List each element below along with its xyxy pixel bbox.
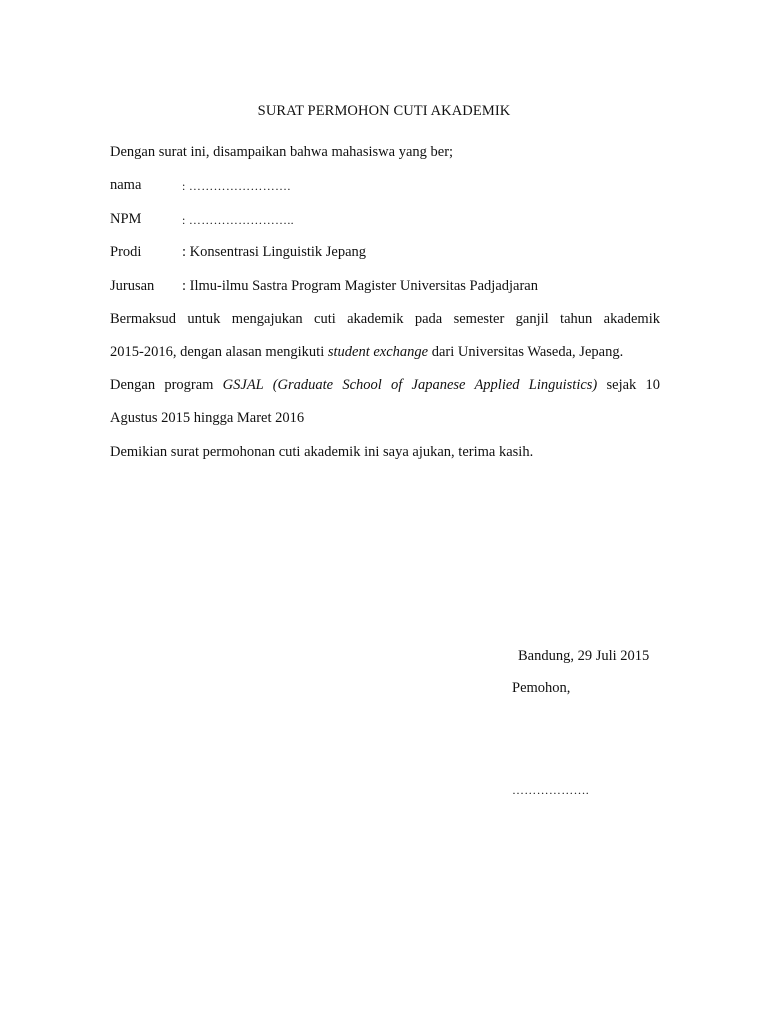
- paragraph-line-2-end: dari Universitas Waseda, Jepang.: [428, 344, 624, 360]
- applicant-label: Pemohon,: [512, 680, 571, 696]
- field-label-jurusan: Jurusan: [110, 278, 155, 294]
- field-value-nama: : …………………….: [182, 179, 291, 193]
- paragraph-line-2-start: 2015-2016, dengan alasan mengikuti: [110, 344, 328, 360]
- field-value-prodi: : Konsentrasi Linguistik Jepang: [182, 244, 367, 260]
- paragraph-line-1: Bermaksud untuk mengajukan cuti akademik pada semester ganjil tahun akademik: [110, 311, 660, 327]
- paragraph-line-4: Agustus 2015 hingga Maret 2016: [110, 410, 305, 426]
- paragraph-line-3-start: Dengan program: [110, 377, 223, 393]
- paragraph-line-3: [110, 377, 660, 394]
- field-value-jurusan: : Ilmu-ilmu Sastra Program Magister Universitas Padjadjaran: [182, 278, 538, 294]
- field-label-prodi: Prodi: [110, 244, 142, 260]
- place-date: Bandung, 29 Juli 2015: [518, 648, 650, 664]
- closing-text: Demikian surat permohonan cuti akademik ini saya ajukan, terima kasih.: [110, 444, 534, 460]
- paragraph-line-3-italic: GSJAL (Graduate School of Japanese Applied Linguistics): [222, 377, 598, 393]
- paragraph-line-2-italic: student exchange: [327, 344, 429, 360]
- intro-text: Dengan surat ini, disampaikan bahwa mahasiswa yang ber;: [110, 144, 454, 160]
- letter-title: SURAT PERMOHON CUTI AKADEMIK: [257, 103, 511, 119]
- paragraph-line-3-end: sejak 10: [606, 377, 661, 393]
- field-value-npm: : ……………………..: [182, 213, 294, 227]
- field-label-npm: NPM: [110, 211, 142, 227]
- signature-line: ……………….: [512, 783, 590, 797]
- paragraph-line-2: [110, 344, 623, 361]
- field-label-nama: nama: [110, 177, 142, 193]
